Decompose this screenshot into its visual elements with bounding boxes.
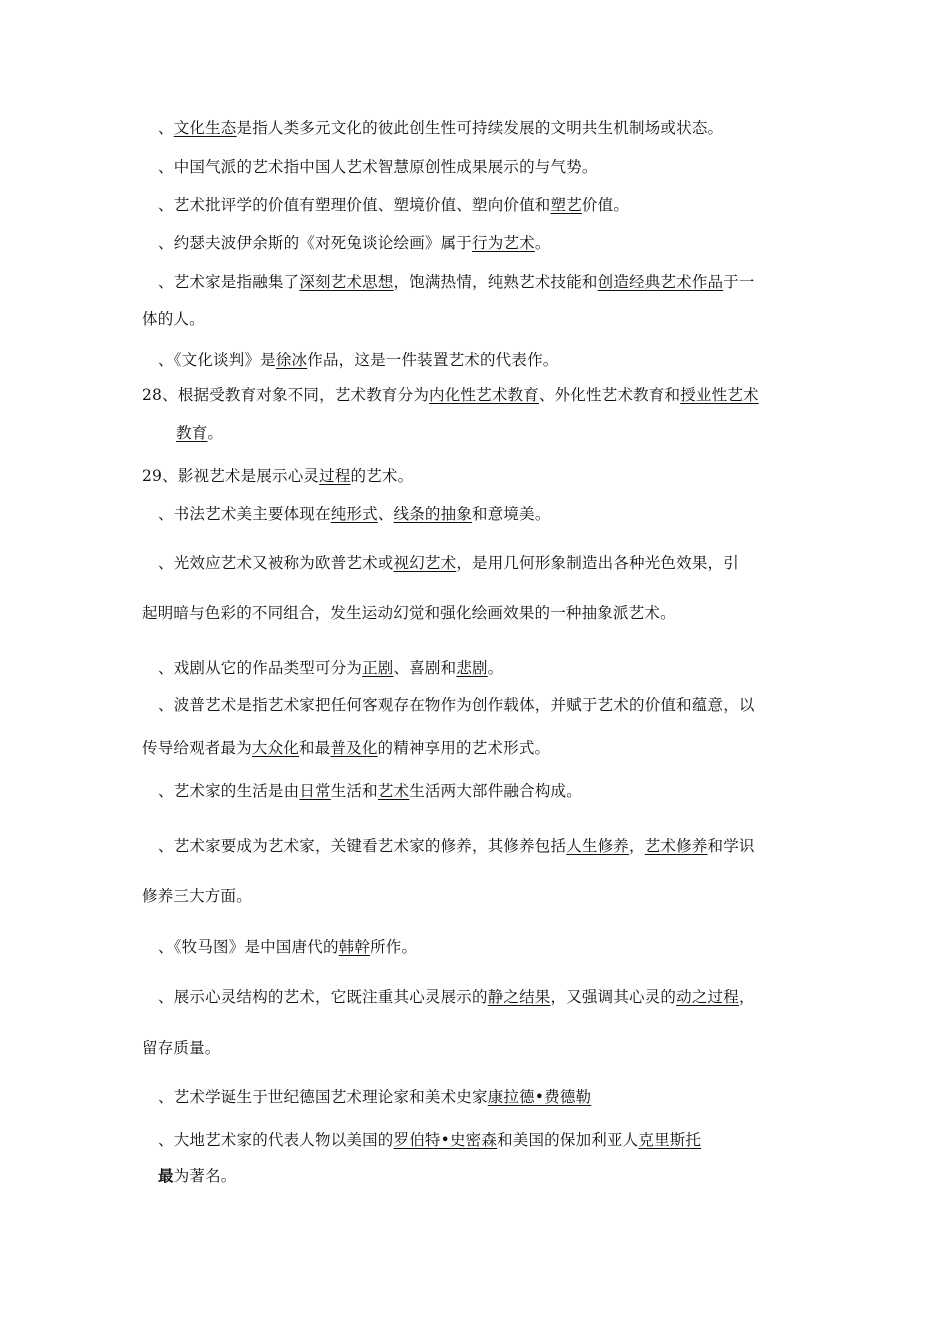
text-segment: ， [738, 988, 755, 1006]
text-segment: 传导给观者最为 [142, 739, 252, 757]
text-segment: ，又强调其心灵的 [550, 988, 677, 1006]
text-segment: 、 [377, 505, 394, 523]
answer-underline: 艺术修养 [644, 837, 708, 855]
text-line [158, 834, 755, 856]
text-line [158, 935, 417, 957]
text-segment: 留存质量。 [142, 1039, 221, 1057]
text-segment: 、书法艺术美主要体现在 [158, 505, 331, 523]
answer-underline: 罗伯特•史密森 [393, 1131, 498, 1149]
text-segment: ，是用几何形象制造出各种光色效果，引 [456, 554, 739, 572]
text-segment: 和意境美。 [472, 505, 551, 523]
text-segment: 、大地艺术家的代表人物以美国的 [158, 1131, 394, 1149]
text-segment: 修养三大方面。 [142, 887, 252, 905]
answer-underline: 创造经典艺术作品 [597, 273, 724, 291]
text-line [158, 193, 629, 215]
text-segment: 所作。 [370, 938, 418, 956]
text-segment: 、艺术家是指融集了 [158, 273, 300, 291]
text-segment: 和美国的保加利亚人 [497, 1131, 639, 1149]
text-segment: ， [629, 837, 645, 855]
text-line [158, 270, 755, 292]
text-segment: 、艺术家要成为艺术家，关键看艺术家的修养，其修养包括 [158, 837, 567, 855]
answer-underline: 纯形式 [330, 505, 378, 523]
text-segment: 作品，这是一件装置艺术的代表作。 [307, 351, 559, 369]
text-line [142, 601, 676, 623]
text-segment: 、艺术学诞生于世纪德国艺术理论家和美术史家 [158, 1088, 488, 1106]
text-segment: 体的人。 [142, 310, 205, 328]
text-segment: 、约瑟夫波伊余斯的《对死兔谈论绘画》属于 [158, 234, 473, 252]
answer-underline: 授业性艺术 [680, 386, 759, 404]
text-segment: ，饱满热情，纯熟艺术技能和 [393, 273, 598, 291]
text-segment: 价值。 [581, 196, 630, 214]
text-line [158, 116, 723, 138]
answer-underline: 动之过程 [676, 988, 739, 1006]
text-segment: 29、影视艺术是展示心灵 [142, 467, 320, 485]
text-segment: 、外化性艺术教育和 [538, 386, 681, 404]
text-segment: 起明暗与色彩的不同组合，发生运动幻觉和强化绘画效果的一种抽象派艺术。 [142, 604, 676, 622]
text-line [142, 307, 205, 329]
text-segment: 。 [207, 424, 224, 442]
answer-underline: 悲剧 [456, 659, 488, 677]
text-line [142, 383, 759, 405]
text-segment: 的艺术。 [350, 467, 414, 485]
answer-underline: 内化性艺术教育 [429, 386, 539, 404]
bold-text: 最 [158, 1166, 174, 1185]
text-line [158, 1128, 701, 1150]
text-line [142, 464, 413, 486]
text-segment: 、《文化谈判》是 [158, 351, 276, 369]
text-segment: 是指人类多元文化的彼此创生性可持续发展的文明共生机制场或状态。 [236, 119, 724, 137]
text-segment: 、《牧马图》是中国唐代的 [158, 938, 339, 956]
text-segment: 生活和 [330, 782, 378, 800]
text-segment: 为著名。 [173, 1167, 237, 1185]
answer-underline: 人生修养 [566, 837, 630, 855]
text-line [158, 348, 558, 370]
text-line [158, 155, 598, 177]
text-line [158, 656, 503, 678]
answer-underline: 过程 [319, 467, 351, 485]
text-segment: 、喜剧和 [393, 659, 457, 677]
text-segment: 、波普艺术是指艺术家把任何客观存在物作为创作载体，并赋于艺术的价值和蕴意，以 [158, 696, 755, 714]
answer-underline: 视幻艺术 [393, 554, 457, 572]
text-segment: 、 [158, 119, 174, 137]
text-segment: 和学识 [707, 837, 755, 855]
text-segment: 28、根据受教育对象不同，艺术教育分为 [142, 386, 430, 404]
text-line [158, 231, 551, 253]
answer-underline: 静之结果 [487, 988, 551, 1006]
text-line [158, 985, 755, 1007]
text-segment: 。 [487, 659, 504, 677]
text-segment: 、艺术批评学的价值有塑理价值、塑境价值、塑向价值和 [158, 196, 551, 214]
text-segment: 、中国气派的艺术指中国人艺术智慧原创性成果展示的与气势。 [158, 158, 598, 176]
answer-underline: 行为艺术 [472, 234, 535, 252]
answer-underline: 徐冰 [275, 351, 308, 369]
text-line [142, 884, 252, 906]
answer-underline: 文化生态 [173, 119, 237, 137]
text-segment: 、光效应艺术又被称为欧普艺术或 [158, 554, 394, 572]
answer-underline: 正剧 [362, 659, 394, 677]
text-line [158, 1164, 237, 1186]
answer-underline: 塑艺 [550, 196, 582, 214]
answer-underline: 线条的抽象 [393, 505, 473, 523]
answer-underline: 教育 [176, 424, 208, 442]
text-segment: 于一 [723, 273, 755, 291]
text-segment: 、戏剧从它的作品类型可分为 [158, 659, 363, 677]
text-line [142, 1036, 221, 1058]
answer-underline: 康拉德•费德勒 [487, 1088, 592, 1106]
text-line [158, 1085, 591, 1107]
text-segment: 、展示心灵结构的艺术，它既注重其心灵展示的 [158, 988, 488, 1006]
answer-underline: 艺术 [377, 782, 410, 800]
answer-underline: 克里斯托 [638, 1131, 702, 1149]
text-line [158, 551, 739, 573]
text-segment: 。 [534, 234, 551, 252]
answer-underline: 韩幹 [338, 938, 371, 956]
text-line [158, 693, 755, 715]
text-line [158, 502, 551, 524]
answer-underline: 深刻艺术思想 [299, 273, 394, 291]
answer-underline: 普及化 [330, 739, 378, 757]
text-segment: 的精神享用的艺术形式。 [377, 739, 551, 757]
text-segment: 生活两大部件融合构成。 [409, 782, 582, 800]
text-segment: 、艺术家的生活是由 [158, 782, 300, 800]
text-line [142, 736, 550, 758]
answer-underline: 日常 [299, 782, 331, 800]
text-line [176, 421, 223, 443]
answer-underline: 大众化 [251, 739, 300, 757]
text-segment: 和最 [299, 739, 331, 757]
text-line [158, 779, 582, 801]
